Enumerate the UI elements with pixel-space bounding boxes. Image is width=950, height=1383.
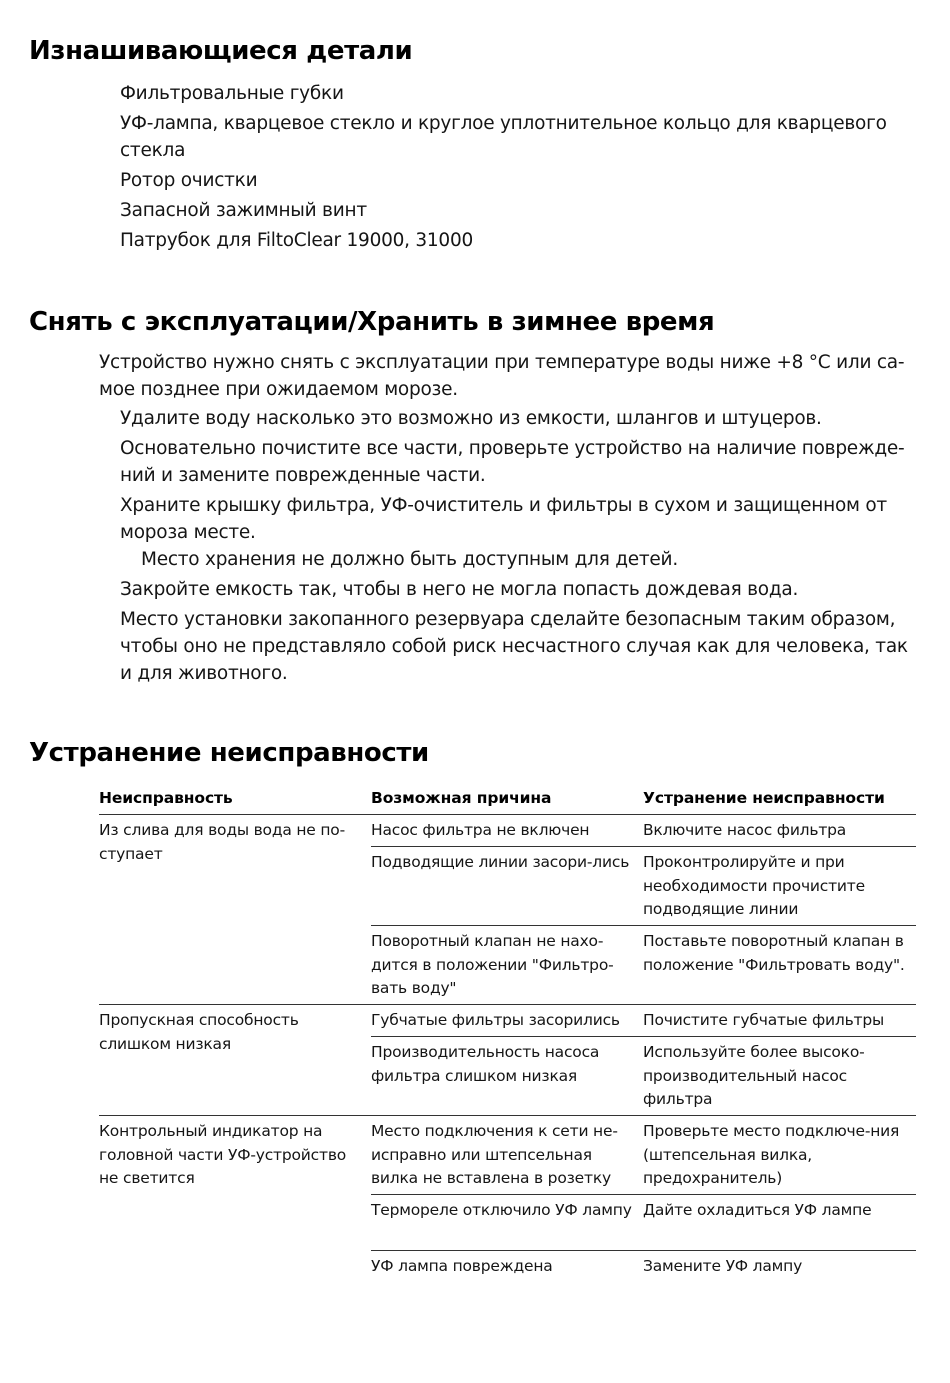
remedy-cell: Проверьте место подключе-ния (штепсельная вилка, предохранитель) xyxy=(643,1122,900,1187)
column-header-remedy: Устранение неисправности xyxy=(643,789,885,807)
winter-step: Основательно почистите все части, проверьте устройство на наличие поврежде-ний и замените поврежденные части. xyxy=(120,438,905,486)
wear-item: Фильтровальные губки xyxy=(120,83,344,104)
remedy-cell: Поставьте поворотный клапан в положение "Фильтровать воду". xyxy=(643,932,905,974)
cause-cell: Губчатые фильтры засорились xyxy=(371,1011,620,1029)
header-divider xyxy=(99,814,916,815)
remedy-cell: Замените УФ лампу xyxy=(643,1257,803,1275)
winter-step: Храните крышку фильтра, УФ-очиститель и фильтры в сухом и защищенном от мороза месте. xyxy=(120,495,887,543)
winter-step: Удалите воду насколько это возможно из емкости, шлангов и штуцеров. xyxy=(120,408,822,429)
row-divider xyxy=(371,925,916,926)
row-divider xyxy=(371,846,916,847)
problem-cell: Из слива для воды вода не по-ступает xyxy=(99,821,345,863)
remedy-cell: Включите насос фильтра xyxy=(643,821,847,839)
wear-item: Патрубок для FiltoClear 19000, 31000 xyxy=(120,230,473,251)
cause-cell: Подводящие линии засори-лись xyxy=(371,853,630,871)
wear-item: УФ-лампа, кварцевое стекло и круглое уплотнительное кольцо для кварцевого стекла xyxy=(120,113,887,161)
section-title-wear-parts: Изнашивающиеся детали xyxy=(29,36,413,66)
remedy-cell: Дайте охладиться УФ лампе xyxy=(643,1201,872,1219)
group-divider xyxy=(99,1004,916,1005)
problem-cell: Контрольный индикатор на головной части УФ-устройство не светится xyxy=(99,1122,347,1187)
winter-intro: Устройство нужно снять с эксплуатации при температуре воды ниже +8 °C или са-мое позднее при ожидаемом морозе. xyxy=(99,352,905,400)
row-divider xyxy=(371,1250,916,1251)
winter-note: Место хранения не должно быть доступным для детей. xyxy=(141,549,678,570)
row-divider xyxy=(371,1036,916,1037)
winter-step: Место установки закопанного резервуара сделайте безопасным таким образом, чтобы оно не представляло собой риск несчастного случая как для человека, так и для животного. xyxy=(120,609,908,684)
cause-cell: УФ лампа повреждена xyxy=(371,1257,553,1275)
problem-cell: Пропускная способность слишком низкая xyxy=(99,1011,299,1053)
cause-cell: Производительность насоса фильтра слишком низкая xyxy=(371,1043,600,1085)
section-title-troubleshooting: Устранение неисправности xyxy=(29,738,429,768)
section-title-winter-storage: Снять с эксплуатации/Хранить в зимнее время xyxy=(29,307,715,337)
cause-cell: Поворотный клапан не нахо-дится в положении "Фильтро-вать воду" xyxy=(371,932,614,997)
cause-cell: Термореле отключило УФ лампу xyxy=(371,1201,632,1219)
column-header-cause: Возможная причина xyxy=(371,789,552,807)
cause-cell: Место подключения к сети не-исправно или штепсельная вилка не вставлена в розетку xyxy=(371,1122,618,1187)
cause-cell: Насос фильтра не включен xyxy=(371,821,590,839)
wear-item: Ротор очистки xyxy=(120,170,258,191)
group-divider xyxy=(99,1115,916,1116)
column-header-problem: Неисправность xyxy=(99,789,233,807)
remedy-cell: Используйте более высоко-производительный насос фильтра xyxy=(643,1043,865,1108)
winter-step: Закройте емкость так, чтобы в него не могла попасть дождевая вода. xyxy=(120,579,799,600)
row-divider xyxy=(371,1194,916,1195)
remedy-cell: Почистите губчатые фильтры xyxy=(643,1011,885,1029)
wear-item: Запасной зажимный винт xyxy=(120,200,367,221)
remedy-cell: Проконтролируйте и при необходимости прочистите подводящие линии xyxy=(643,853,865,918)
